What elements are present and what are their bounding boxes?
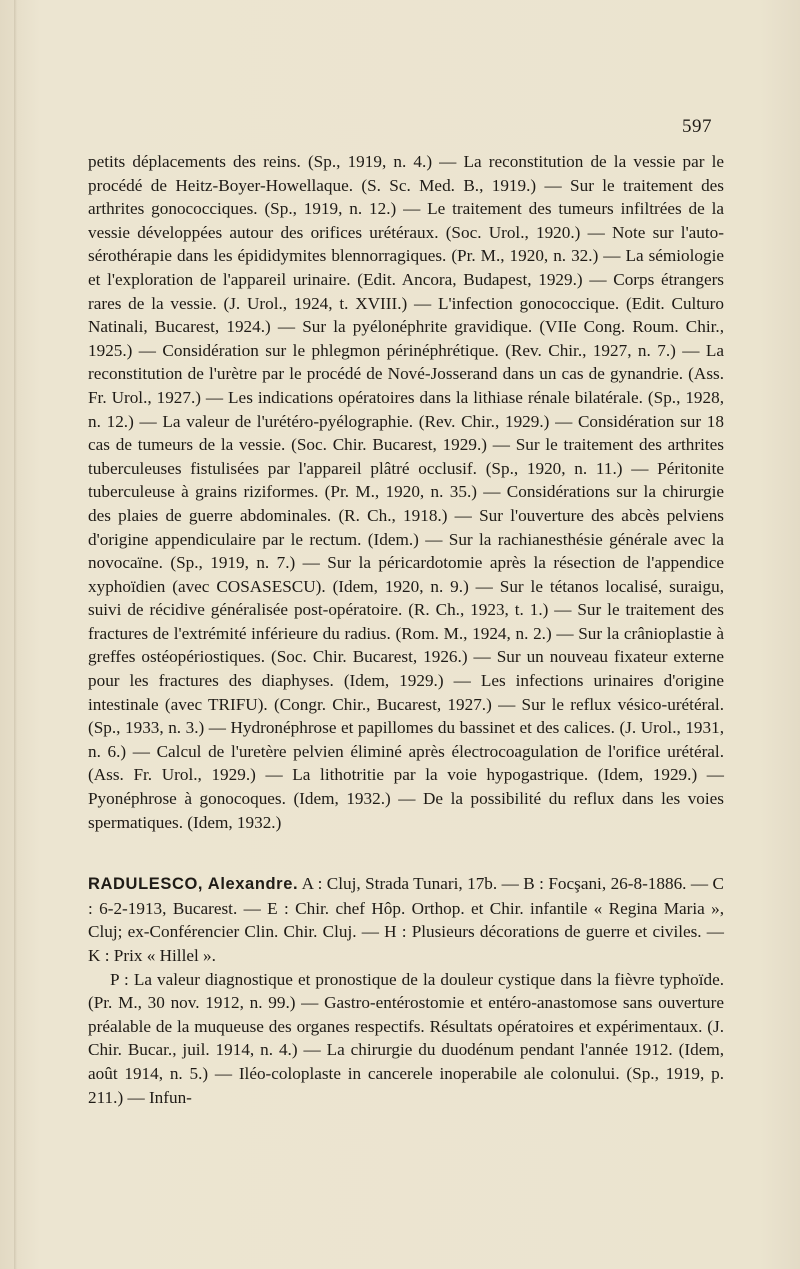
page-body — [88, 150, 724, 1109]
page-number: 597 — [682, 116, 712, 137]
bibliography-continuation: petits déplacements des reins. (Sp., 1919, n. 4.) — La reconstitution de la vessie par le procédé de Heitz-Boyer-Howellaque. (S. Sc. Med. B., 1919.) — Sur le traitement des arthrites gonococciques. (Sp., 1919, n. 12.) — Le traitement des tumeurs infiltrées de la vessie développées autour des orifices urétéraux. (Soc. Urol., 1920.) — Note sur l'auto-sérothérapie dans les épididymites blennorragiques. (Pr. M., 1920, n. 32.) — La sémiologie et l'exploration de l'appareil urinaire. (Edit. Ancora, Budapest, 1929.) — Corps étrangers rares de la vessie. (J. Urol., 1924, t. XVIII.) — L'infection gonococcique. (Edit. Culturo Natinali, Bucarest, 1924.) — Sur la pyélonéphrite gravidique. (VIIe Cong. Roum. Chir., 1925.) — Considération sur le phlegmon périnéphrétique. (Rev. Chir., 1927, n. 7.) — La reconstitution de l'urètre par le procédé de Nové-Josserand dans un cas de gynandrie. (Ass. Fr. Urol., 1927.) — Les indications opératoires dans la lithiase rénale bilatérale. (Sp., 1928, n. 12.) — La valeur de l'urétéro-pyélographie. (Rev. Chir., 1929.) — Considération sur 18 cas de tumeurs de la vessie. (Soc. Chir. Bucarest, 1929.) — Sur le traitement des arthrites tuberculeuses fistulisées par l'appareil plâtré occlusif. (Sp., 1920, n. 11.) — Péritonite tuberculeuse à grains riziformes. (Pr. M., 1920, n. 35.) — Considérations sur la chirurgie des plaies de guerre abdominales. (R. Ch., 1918.) — Sur l'ouverture des abcès pelviens d'origine appendiculaire par le rectum. (Idem.) — Sur la rachianesthésie générale avec la novocaïne. (Sp., 1919, n. 7.) — Sur la péricardotomie après la résection de l'appendice xyphoïdien (avec COSASESCU). (Idem, 1920, n. 9.) — Sur le tétanos localisé, suraigu, suivi de récidive généralisée post-opératoire. (R. Ch., 1923, t. 1.) — Sur le traitement des fractures de l'extrémité inférieure du radius. (Rom. M., 1924, n. 2.) — Sur la crânioplastie à greffes ostéopériostiques. (Soc. Chir. Bucarest, 1926.) — Sur un nouveau fixateur externe pour les fractures des diaphyses. (Idem, 1929.) — Les infections urinaires d'origine intestinale (avec TRIFU). (Congr. Chir., Bucarest, 1927.) — Sur le reflux vésico-urétéral. (Sp., 1933, n. 3.) — Hydronéphrose et papillomes du bassinet et des calices. (J. Urol., 1931, n. 6.) — Calcul de l'uretère pelvien éliminé après électrocoagulation de l'orifice urétéral. (Ass. Fr. Urol., 1929.) — La lithotritie par la voie hypogastrique. (Idem, 1929.) — Pyonéphrose à gonocoques. (Idem, 1932.) — De la possibilité du reflux dans les voies spermatiques. (Idem, 1932.) — [88, 152, 724, 832]
entry-details: A : Cluj, Strada Tunari, 17b. — B : Focşani, 26-8-1886. — C : 6-2-1913, Bucarest. — E : Chir. chef Hôp. Orthop. et Chir. infantile « Regina Maria », Cluj; ex-Conférencier Clin. Chir. Cluj. — H : Plusieurs décorations de guerre et civiles. — K : Prix « Hillel ». — [88, 874, 724, 965]
page-fold-shadow — [14, 0, 17, 1269]
entry-publications: P : La valeur diagnostique et pronostique de la douleur cystique dans la fièvre typhoïde. (Pr. M., 30 nov. 1912, n. 99.) — Gastro-entérostomie et entéro-anastomose sans ouverture préalable de la muqueuse des organes respectifs. Résultats opératoires et expérimentaux. (J. Chir. Bucar., juil. 1914, n. 4.) — La chirurgie du duodénum pendant l'année 1912. (Idem, août 1914, n. 5.) — Iléo-coloplaste in cancerele inoperabile ale colonului. (Sp., 1919, p. 211.) — Infun- — [88, 969, 724, 1107]
biography-entry-header — [88, 872, 724, 967]
entry-name: RADULESCO, Alexandre. — [88, 875, 299, 894]
